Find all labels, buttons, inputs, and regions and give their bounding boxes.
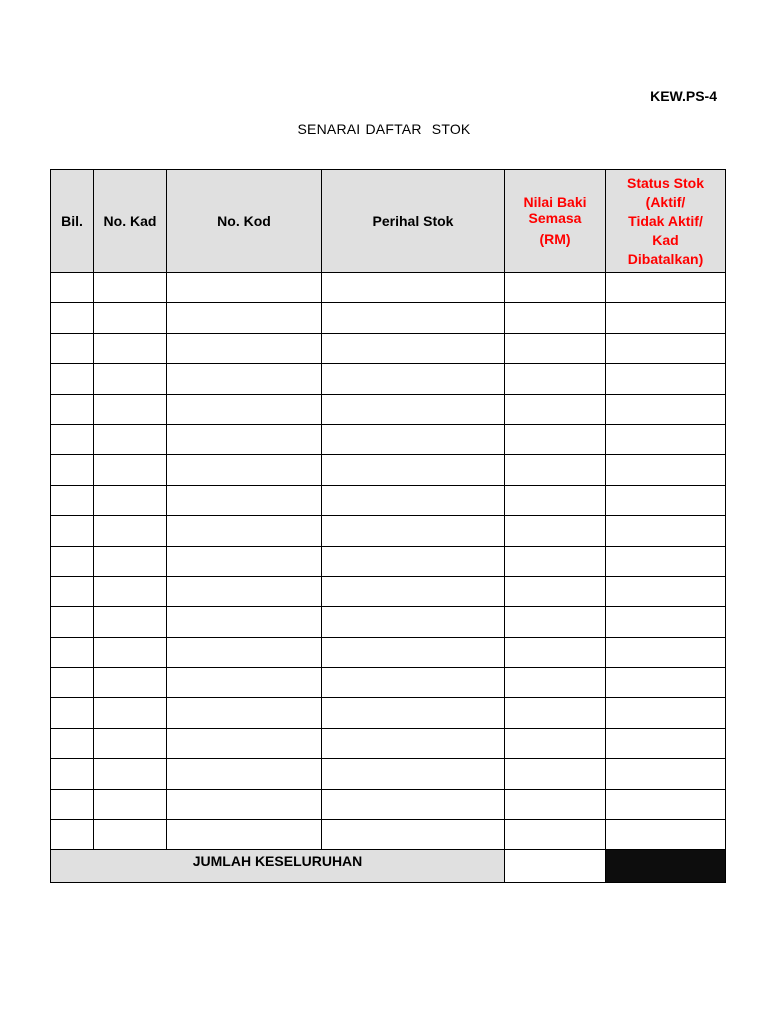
table-row bbox=[51, 455, 726, 485]
cell-nilai-baki[interactable] bbox=[505, 303, 606, 333]
cell-bil[interactable] bbox=[51, 303, 94, 333]
table-row bbox=[51, 576, 726, 606]
cell-status-stok[interactable] bbox=[606, 789, 726, 819]
nilai-baki-line-2: Semasa bbox=[528, 209, 582, 226]
cell-status-stok[interactable] bbox=[606, 424, 726, 454]
cell-no-kod[interactable] bbox=[167, 546, 322, 576]
cell-no-kod[interactable] bbox=[167, 455, 322, 485]
table-row bbox=[51, 364, 726, 394]
cell-no-kad[interactable] bbox=[94, 364, 167, 394]
cell-no-kad[interactable] bbox=[94, 516, 167, 546]
cell-nilai-baki[interactable] bbox=[505, 668, 606, 698]
cell-bil[interactable] bbox=[51, 728, 94, 758]
cell-status-stok[interactable] bbox=[606, 576, 726, 606]
cell-bil[interactable] bbox=[51, 424, 94, 454]
cell-no-kad[interactable] bbox=[94, 485, 167, 515]
cell-nilai-baki[interactable] bbox=[505, 759, 606, 789]
cell-nilai-baki[interactable] bbox=[505, 516, 606, 546]
cell-status-stok[interactable] bbox=[606, 668, 726, 698]
cell-no-kod[interactable] bbox=[167, 394, 322, 424]
cell-no-kod[interactable] bbox=[167, 303, 322, 333]
cell-nilai-baki[interactable] bbox=[505, 637, 606, 667]
cell-no-kod[interactable] bbox=[167, 698, 322, 728]
cell-perihal-stok[interactable] bbox=[322, 303, 505, 333]
cell-no-kad[interactable] bbox=[94, 759, 167, 789]
status-line-5: Dibatalkan) bbox=[627, 250, 704, 267]
cell-perihal-stok[interactable] bbox=[322, 394, 505, 424]
total-value-cell[interactable] bbox=[505, 850, 606, 883]
cell-no-kad[interactable] bbox=[94, 394, 167, 424]
cell-nilai-baki[interactable] bbox=[505, 820, 606, 850]
cell-no-kad[interactable] bbox=[94, 789, 167, 819]
col-header-status-stok bbox=[606, 170, 726, 273]
cell-perihal-stok[interactable] bbox=[322, 546, 505, 576]
cell-nilai-baki[interactable] bbox=[505, 273, 606, 303]
cell-bil[interactable] bbox=[51, 333, 94, 363]
cell-no-kad[interactable] bbox=[94, 424, 167, 454]
cell-bil[interactable] bbox=[51, 820, 94, 850]
cell-no-kad[interactable] bbox=[94, 546, 167, 576]
cell-no-kod[interactable] bbox=[167, 424, 322, 454]
nilai-baki-line-3: (RM) bbox=[539, 230, 571, 247]
cell-bil[interactable] bbox=[51, 607, 94, 637]
cell-no-kod[interactable] bbox=[167, 364, 322, 394]
cell-no-kad[interactable] bbox=[94, 273, 167, 303]
cell-bil[interactable] bbox=[51, 546, 94, 576]
cell-perihal-stok[interactable] bbox=[322, 455, 505, 485]
status-line-2: (Aktif/ bbox=[645, 193, 686, 210]
cell-perihal-stok[interactable] bbox=[322, 333, 505, 363]
table-row bbox=[51, 303, 726, 333]
cell-no-kad[interactable] bbox=[94, 728, 167, 758]
cell-bil[interactable] bbox=[51, 637, 94, 667]
cell-no-kad[interactable] bbox=[94, 333, 167, 363]
cell-status-stok[interactable] bbox=[606, 273, 726, 303]
cell-status-stok[interactable] bbox=[606, 637, 726, 667]
table-row bbox=[51, 728, 726, 758]
cell-nilai-baki[interactable] bbox=[505, 394, 606, 424]
table-row bbox=[51, 759, 726, 789]
cell-no-kad[interactable] bbox=[94, 607, 167, 637]
cell-perihal-stok[interactable] bbox=[322, 820, 505, 850]
cell-no-kod[interactable] bbox=[167, 820, 322, 850]
cell-perihal-stok[interactable] bbox=[322, 728, 505, 758]
cell-no-kad[interactable] bbox=[94, 455, 167, 485]
col-header-no-kod: No. Kod bbox=[167, 170, 322, 273]
cell-perihal-stok[interactable] bbox=[322, 273, 505, 303]
cell-nilai-baki[interactable] bbox=[505, 424, 606, 454]
cell-bil[interactable] bbox=[51, 273, 94, 303]
table-row bbox=[51, 668, 726, 698]
cell-bil[interactable] bbox=[51, 364, 94, 394]
cell-status-stok[interactable] bbox=[606, 820, 726, 850]
table-row bbox=[51, 485, 726, 515]
cell-bil[interactable] bbox=[51, 455, 94, 485]
cell-bil[interactable] bbox=[51, 485, 94, 515]
total-label: JUMLAH KESELURUHAN bbox=[51, 850, 505, 883]
table-row bbox=[51, 333, 726, 363]
cell-nilai-baki[interactable] bbox=[505, 576, 606, 606]
total-row bbox=[51, 850, 726, 883]
table-row bbox=[51, 394, 726, 424]
cell-status-stok[interactable] bbox=[606, 394, 726, 424]
cell-perihal-stok[interactable] bbox=[322, 637, 505, 667]
cell-no-kod[interactable] bbox=[167, 759, 322, 789]
col-header-perihal-stok: Perihal Stok bbox=[322, 170, 505, 273]
cell-status-stok[interactable] bbox=[606, 364, 726, 394]
table-row bbox=[51, 516, 726, 546]
cell-status-stok[interactable] bbox=[606, 485, 726, 515]
table-row bbox=[51, 820, 726, 850]
cell-no-kad[interactable] bbox=[94, 637, 167, 667]
cell-nilai-baki[interactable] bbox=[505, 607, 606, 637]
cell-no-kod[interactable] bbox=[167, 637, 322, 667]
cell-bil[interactable] bbox=[51, 698, 94, 728]
cell-status-stok[interactable] bbox=[606, 728, 726, 758]
status-line-3: Tidak Aktif/ bbox=[628, 212, 703, 229]
table-row bbox=[51, 424, 726, 454]
table-body bbox=[51, 273, 726, 850]
table-row bbox=[51, 546, 726, 576]
cell-status-stok[interactable] bbox=[606, 607, 726, 637]
table-header-row bbox=[51, 170, 726, 273]
cell-perihal-stok[interactable] bbox=[322, 607, 505, 637]
document-title: SENARAI DAFTAR STOK bbox=[297, 121, 471, 137]
cell-no-kad[interactable] bbox=[94, 576, 167, 606]
table-row bbox=[51, 698, 726, 728]
cell-status-stok[interactable] bbox=[606, 303, 726, 333]
cell-nilai-baki[interactable] bbox=[505, 698, 606, 728]
cell-perihal-stok[interactable] bbox=[322, 485, 505, 515]
cell-nilai-baki[interactable] bbox=[505, 455, 606, 485]
table-row bbox=[51, 789, 726, 819]
cell-no-kod[interactable] bbox=[167, 576, 322, 606]
cell-no-kad[interactable] bbox=[94, 820, 167, 850]
col-header-no-kad: No. Kad bbox=[94, 170, 167, 273]
cell-no-kod[interactable] bbox=[167, 728, 322, 758]
cell-perihal-stok[interactable] bbox=[322, 759, 505, 789]
cell-no-kod[interactable] bbox=[167, 333, 322, 363]
table-row bbox=[51, 273, 726, 303]
cell-no-kod[interactable] bbox=[167, 485, 322, 515]
cell-bil[interactable] bbox=[51, 394, 94, 424]
cell-bil[interactable] bbox=[51, 516, 94, 546]
cell-nilai-baki[interactable] bbox=[505, 333, 606, 363]
cell-perihal-stok[interactable] bbox=[322, 424, 505, 454]
cell-perihal-stok[interactable] bbox=[322, 698, 505, 728]
cell-bil[interactable] bbox=[51, 668, 94, 698]
cell-no-kad[interactable] bbox=[94, 668, 167, 698]
status-line-4: Kad bbox=[652, 231, 679, 248]
cell-perihal-stok[interactable] bbox=[322, 789, 505, 819]
table-row bbox=[51, 637, 726, 667]
cell-no-kod[interactable] bbox=[167, 273, 322, 303]
cell-no-kod[interactable] bbox=[167, 607, 322, 637]
cell-status-stok[interactable] bbox=[606, 759, 726, 789]
cell-status-stok[interactable] bbox=[606, 698, 726, 728]
cell-nilai-baki[interactable] bbox=[505, 728, 606, 758]
cell-no-kad[interactable] bbox=[94, 303, 167, 333]
status-line-1: Status Stok bbox=[626, 174, 704, 191]
cell-status-stok[interactable] bbox=[606, 546, 726, 576]
table-row bbox=[51, 607, 726, 637]
form-code: KEW.PS-4 bbox=[650, 88, 717, 104]
nilai-baki-line-1: Nilai Baki bbox=[523, 193, 587, 210]
col-header-nilai-baki bbox=[505, 170, 606, 273]
cell-bil[interactable] bbox=[51, 789, 94, 819]
cell-status-stok[interactable] bbox=[606, 516, 726, 546]
cell-status-stok[interactable] bbox=[606, 455, 726, 485]
cell-perihal-stok[interactable] bbox=[322, 364, 505, 394]
cell-nilai-baki[interactable] bbox=[505, 485, 606, 515]
stock-register-table bbox=[50, 169, 726, 883]
cell-no-kod[interactable] bbox=[167, 668, 322, 698]
cell-no-kod[interactable] bbox=[167, 516, 322, 546]
cell-nilai-baki[interactable] bbox=[505, 546, 606, 576]
total-status-blackout bbox=[606, 850, 726, 883]
cell-perihal-stok[interactable] bbox=[322, 516, 505, 546]
col-header-bil: Bil. bbox=[51, 170, 94, 273]
cell-bil[interactable] bbox=[51, 759, 94, 789]
cell-bil[interactable] bbox=[51, 576, 94, 606]
cell-nilai-baki[interactable] bbox=[505, 789, 606, 819]
cell-perihal-stok[interactable] bbox=[322, 576, 505, 606]
cell-nilai-baki[interactable] bbox=[505, 364, 606, 394]
cell-status-stok[interactable] bbox=[606, 333, 726, 363]
cell-no-kod[interactable] bbox=[167, 789, 322, 819]
cell-no-kad[interactable] bbox=[94, 698, 167, 728]
cell-perihal-stok[interactable] bbox=[322, 668, 505, 698]
